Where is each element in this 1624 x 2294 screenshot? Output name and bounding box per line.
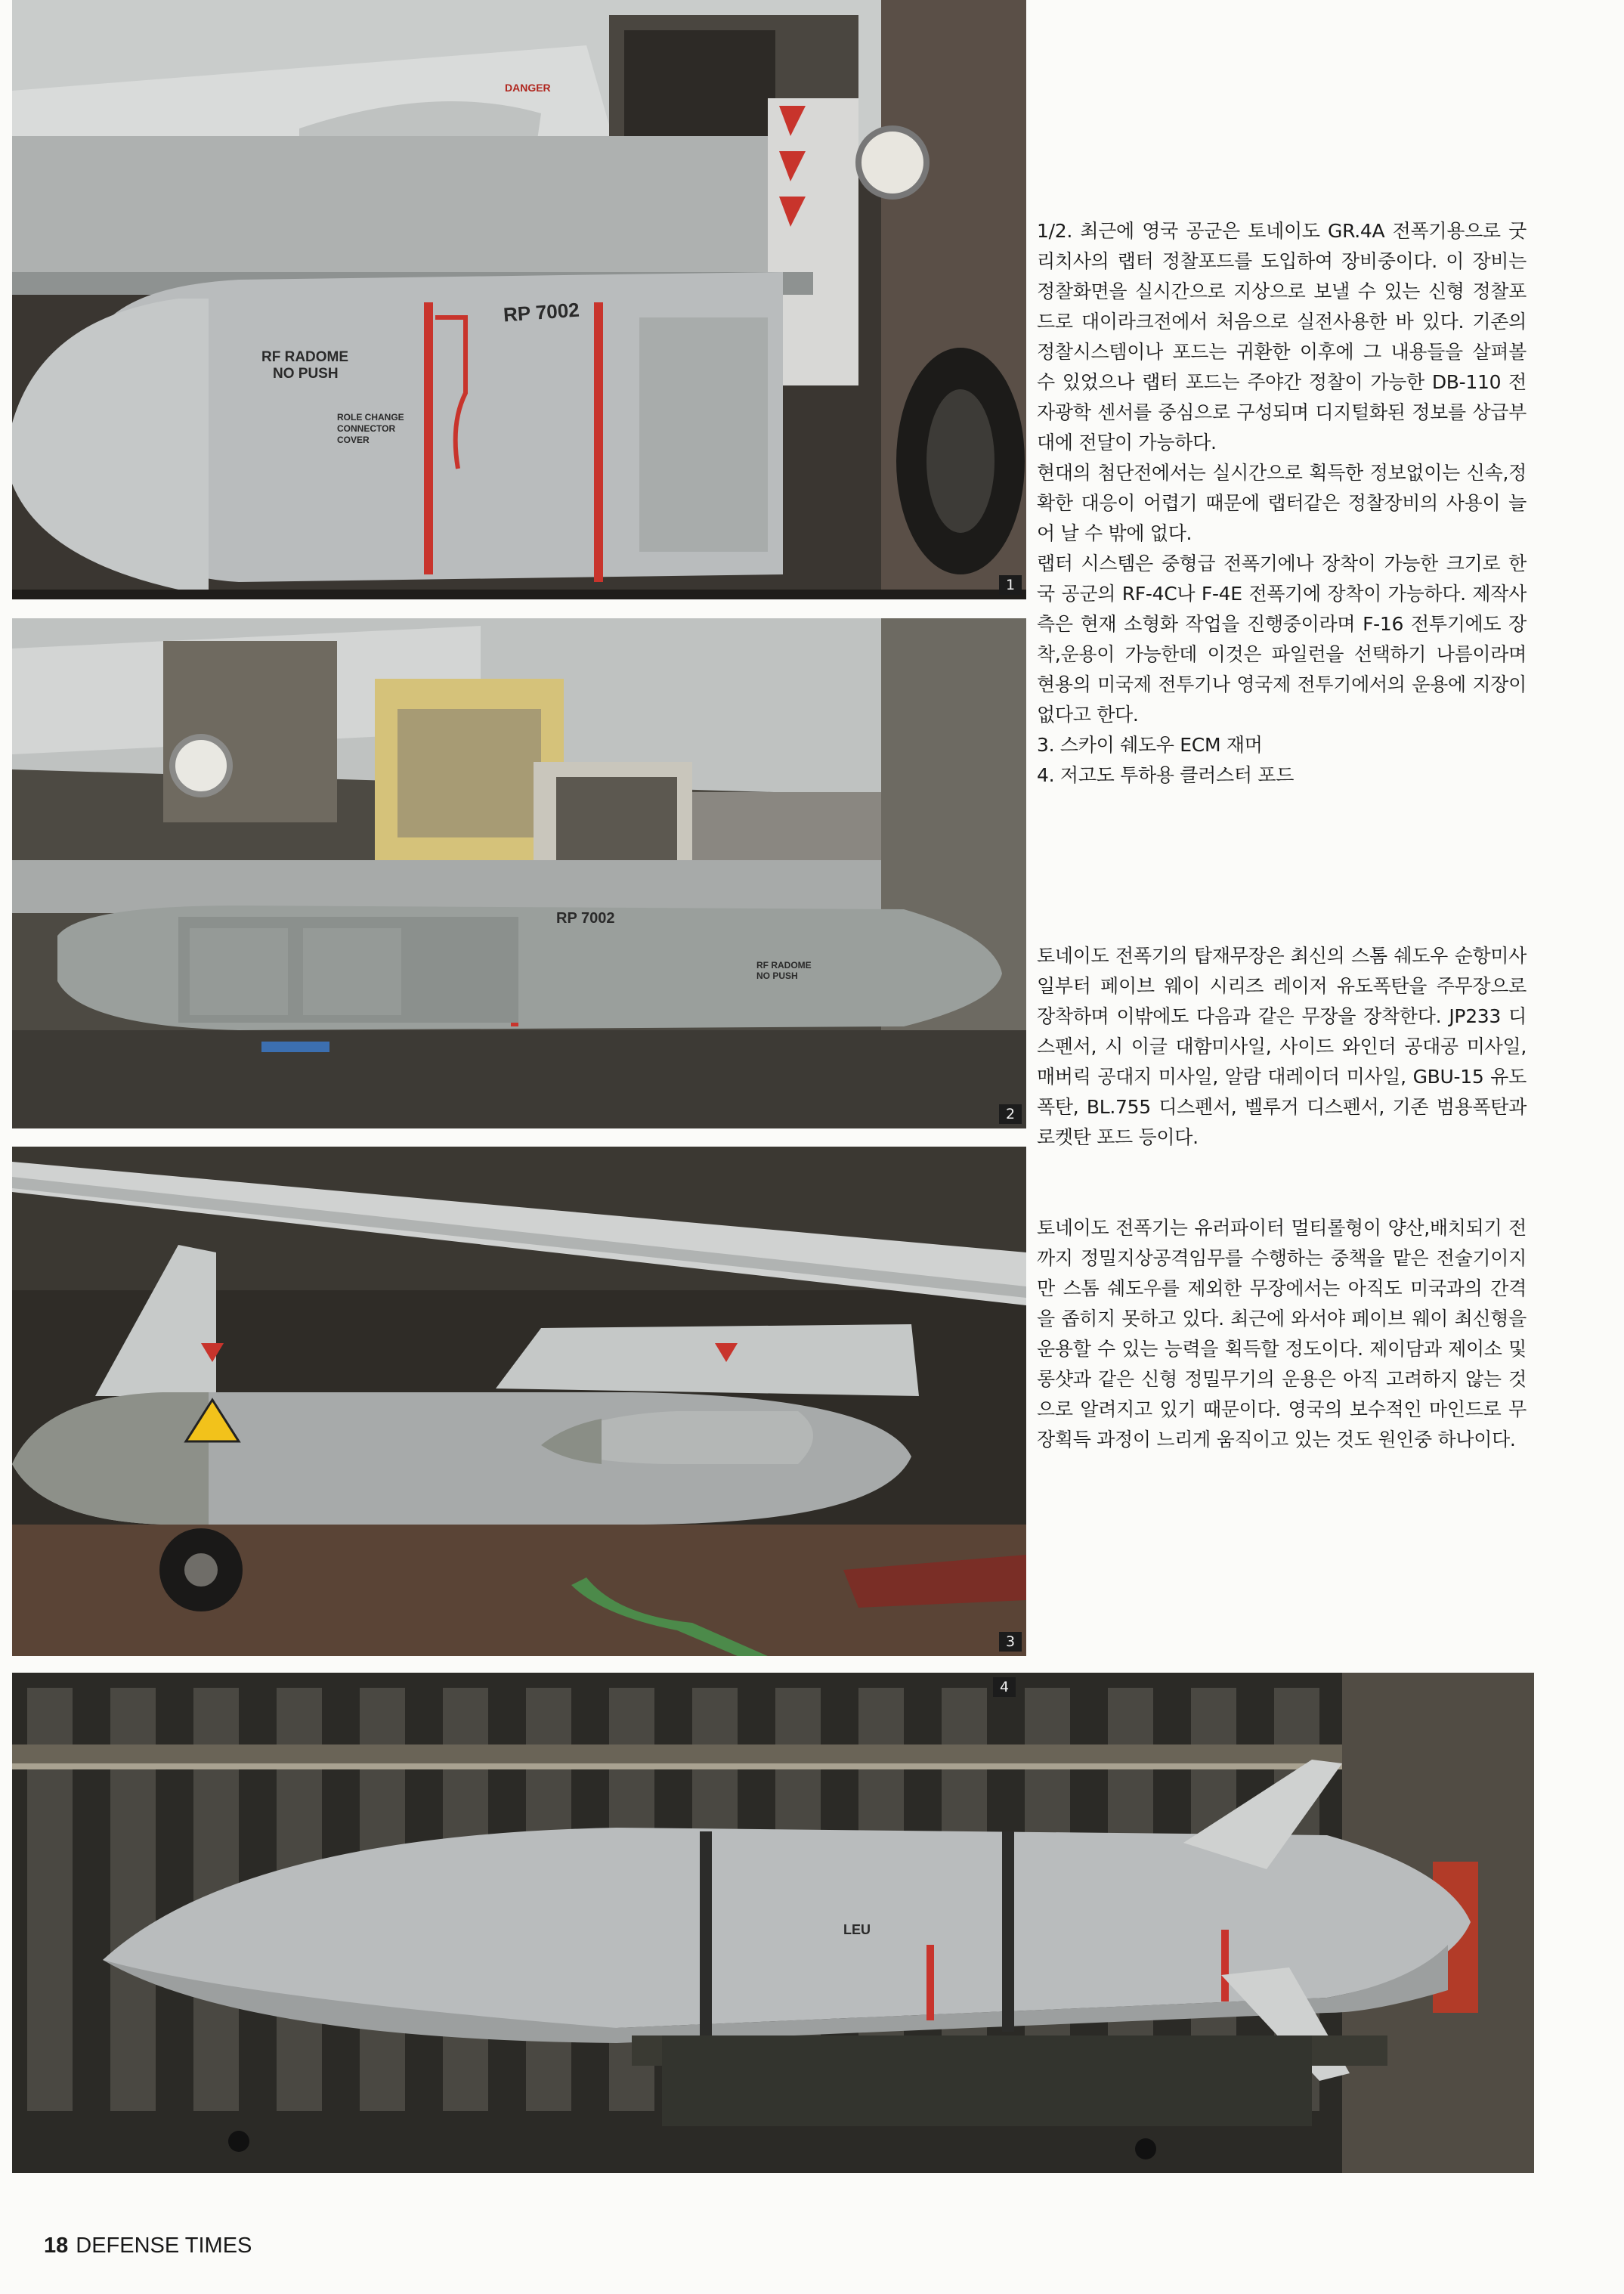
photo-2-raptor-open-bays xyxy=(12,618,1026,1128)
danger-stencil: DANGER xyxy=(505,82,551,94)
page-footer xyxy=(44,2234,252,2258)
photo-4-cluster-pod xyxy=(12,1673,1534,2173)
caption-photo-3: 3. 스카이 쉐도우 ECM 재머 xyxy=(1037,734,1263,756)
body-text-tornado xyxy=(1037,1213,1527,1455)
caption-photo-1-2: 1/2. 최근에 영국 공군은 토네이도 GR.4A 전폭기용으로 굿리치사의 랩터 정찰포드를 도입하여 장비중이다. 이 장비는 정찰화면을 실시간으로 지상으로 보낼 수 있는 신형 정찰포드로 대이라크전에서 처음으로 실전사용한 바 있다. 기존의 정찰시스템이나 포드는 귀환한 이후에 그 내용들을 살펴볼 수 있었으나 랩터 포드는 주야간 정찰이 가능한 DB-110 전자광학 센서를 중심으로 구성되며 디지털화된 정보를 상급부대에 전달이 가능하다. xyxy=(1037,220,1527,454)
photo-3-sky-shadow-ecm xyxy=(12,1147,1026,1656)
connector-stencil: CONNECTOR xyxy=(337,423,396,434)
pod-serial-stencil: RP 7002 xyxy=(503,298,580,327)
caption-column xyxy=(1037,216,1527,791)
photo-3-number: 3 xyxy=(999,1632,1022,1652)
photo-2-number: 2 xyxy=(999,1104,1022,1124)
no-push-stencil: NO PUSH xyxy=(273,366,339,382)
caption-realtime-info: 현대의 첨단전에서는 실시간으로 획득한 정보없이는 신속,정확한 대응이 어렵기 때문에 랩터같은 정찰장비의 사용이 늘어 날 수 밖에 없다. xyxy=(1037,462,1527,544)
caption-raptor-system: 랩터 시스템은 중형급 전폭기에나 장착이 가능한 크기로 한국 공군의 RF-4C나 F-4E 전폭기에 장착이 가능하다. 제작사측은 현재 소형화 작업을 진행중이라며 F-16 전투기에도 장착,운용이 가능한데 이것은 파일런을 선택하기 나름이라며 현용의 미국제 전투기나 영국제 전투기에서의 운용에 지장이 없다고 한다. xyxy=(1037,553,1527,726)
cover-stencil: COVER xyxy=(337,435,370,445)
pod-serial-stencil: RP 7002 xyxy=(556,910,615,927)
pod-leu-stencil: LEU xyxy=(843,1922,871,1937)
photo-1-raptor-pod xyxy=(12,0,1026,599)
publication-name: DEFENSE TIMES xyxy=(76,2234,252,2258)
paragraph-tornado-role: 토네이도 전폭기는 유러파이터 멀티롤형이 양산,배치되기 전까지 정밀지상공격임무를 수행하는 중책을 맡은 전술기이지만 스톰 쉐도우를 제외한 무장에서는 아직도 미국과의 간격을 좁히지 못하고 있다. 최근에 와서야 페이브 웨이 최신형을 운용할 수 있는 능력을 획득할 정도이다. 제이담과 제이소 및 롱샷과 같은 신형 정밀무기의 운용은 아직 고려하지 않는 것으로 알려지고 있기 때문이다. 영국의 보수적인 마인드로 무장획득 과정이 느리게 움직이고 있는 것도 원인중 하나이다. xyxy=(1037,1217,1527,1450)
role-change-stencil: ROLE CHANGE xyxy=(337,412,404,423)
radome-stencil: RF RADOME xyxy=(261,349,349,365)
photo-1-number: 1 xyxy=(999,575,1022,595)
page-number: 18 xyxy=(44,2234,69,2258)
photo-4-number: 4 xyxy=(993,1677,1016,1697)
caption-photo-4: 4. 저고도 투하용 클러스터 포드 xyxy=(1037,764,1295,786)
body-text-armament xyxy=(1037,941,1527,1153)
radome-stencil: RF RADOME xyxy=(756,960,812,971)
paragraph-armament: 토네이도 전폭기의 탑재무장은 최신의 스톰 쉐도우 순항미사일부터 페이브 웨이 시리즈 레이저 유도폭탄을 주무장으로 장착하며 이밖에도 다음과 같은 무장을 장착한다. JP233 디스펜서, 시 이글 대함미사일, 사이드 와인더 공대공 미사일, 매버릭 공대지 미사일, 알람 대레이더 미사일, GBU-15 유도폭탄, BL.755 디스펜서, 벨루거 디스펜서, 기존 범용폭탄과 로켓탄 포드 등이다. xyxy=(1037,945,1527,1148)
no-push-stencil: NO PUSH xyxy=(756,971,798,981)
